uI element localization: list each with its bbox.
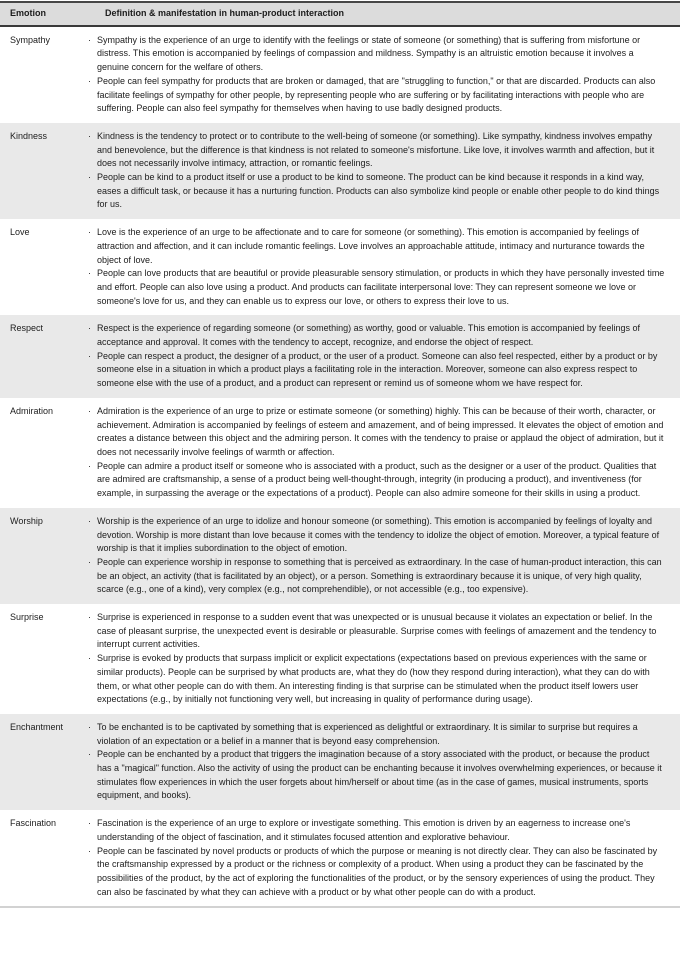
definition-cell: [88, 810, 680, 906]
bullet-text: Surprise is experienced in response to a sudden event that was unexpected or is unusual because it violates an expectation or belief. In the case of pleasant surprise, the unexpected event is desirable or pleasurable. Surprise comes with feelings of amazement and the tendency to interrupt current activities.: [97, 612, 657, 650]
bullet-icon: ·: [88, 818, 91, 829]
bullet-item: [88, 515, 666, 556]
bullet-text: People can respect a product, the designer of a product, or the user of a product. Someone can also feel respected, either by a product or by someone else in a situation in which a product plays a facilitating role in the interaction. Moreover, someone can also express respect to someone else with the use of a product, and a product can represent or remind us of someone whom we have respect for.: [97, 350, 658, 389]
bullet-icon: ·: [88, 227, 91, 238]
definition-cell: [88, 219, 680, 315]
bullet-text: Fascination is the experience of an urge to explore or investigate something. This emotion is driven by an eagerness to increase one's understanding of the object of fascination, and it stimulates focused attention and explorative behaviour.: [97, 818, 631, 842]
bullet-text: People can admire a product itself or someone who is associated with a product, such as the designer or a user of the product. Qualities that are admired are craftsmanship, a sense of a product being well-thought-through, integrity (in producing a product), and inventiveness (for example, in surpassing the average or the expectations of a product). People can also admire someone for their skills in using a product.: [97, 460, 657, 499]
table-row-sympathy: [0, 27, 680, 123]
bullet-item: [88, 267, 666, 308]
bullet-icon: ·: [88, 130, 91, 141]
definition-cell: [88, 27, 680, 123]
table-row-respect: [0, 315, 680, 398]
bullet-text: Respect is the experience of regarding someone (or something) as worthy, good or valuable. This emotion is accompanied by feelings of acceptance and approval. It comes with the tendency to accept, recognize, and endorse the object of respect.: [97, 323, 640, 348]
bullet-item: [88, 845, 666, 900]
bullet-text: Worship is the experience of an urge to idolize and honour someone (or something). This emotion is accompanied by feelings of loyalty and devotion. Worship is more distant than love because it comes with the tendency to idolize the object of emotion. Moreover, a typical feature of worship is that it implies subordination to the object of emotion.: [97, 515, 660, 554]
bullet-text: To be enchanted is to be captivated by something that is experienced as delightful or extraordinary. It is similar to surprise but requires a violation of an expectation or a belief in a manner that is beyond easy comprehension.: [97, 721, 638, 746]
definition-cell: [88, 398, 680, 508]
table-row-enchantment: [0, 714, 680, 810]
emotion-definition-table: [0, 1, 680, 912]
bullet-item: [88, 556, 666, 597]
bullet-icon: ·: [88, 556, 91, 567]
table-row-worship: [0, 508, 680, 604]
table-row-admiration: [0, 398, 680, 508]
bullet-item: [88, 405, 666, 460]
bullet-icon: ·: [88, 845, 91, 856]
table-row-surprise: [0, 604, 680, 714]
emotion-label: Kindness: [10, 130, 48, 141]
table-bottom-border: [0, 906, 680, 912]
definition-cell: [88, 123, 680, 219]
bullet-item: [88, 34, 666, 75]
header-emotion: Emotion: [10, 8, 46, 18]
bullet-item: [88, 460, 666, 501]
definition-cell: [88, 508, 680, 604]
emotion-label: Sympathy: [10, 34, 51, 45]
table-row-fascination: [0, 810, 680, 906]
bullet-item: [88, 721, 666, 748]
bullet-text: Love is the experience of an urge to be affectionate and to care for someone (or something). This emotion is accompanied by feelings of attraction and affection, and it can include romantic feelings. Love involves an approachable attitude, intimacy and nurturance towards the object of love.: [97, 227, 645, 265]
bullet-icon: ·: [88, 460, 91, 471]
emotion-label: Worship: [10, 515, 43, 526]
bullet-item: [88, 171, 666, 212]
bullet-item: [88, 322, 666, 349]
table-row-love: [0, 219, 680, 315]
bullet-item: [88, 226, 666, 267]
emotion-label: Love: [10, 227, 30, 238]
emotion-label: Respect: [10, 323, 44, 334]
bullet-icon: ·: [88, 34, 91, 45]
definition-cell: [88, 714, 680, 810]
bullet-text: People can be kind to a product itself or use a product to be kind to someone. The product can be kind because it responds in a kind way, eases a difficult task, or because it has a nurturing function. Products can also symbolize kind people or enable other people to do kind things for us.: [97, 172, 660, 210]
bullet-item: [88, 75, 666, 116]
bullet-icon: ·: [88, 612, 91, 623]
bullet-icon: ·: [88, 323, 91, 334]
bullet-text: Surprise is evoked by products that surpass implicit or explicit expectations (expectations based on previous experiences with the same or similar products). People can be surprised by what products are, what they do (how they respond during interaction), what they can do with them, or what other people can do with them. An interesting finding is that surprise can be stimulated when the product itself lowers user expectations (e.g., by initially not functioning very well, but increasing in quality of performance during usage).: [97, 653, 650, 705]
table-row-kindness: [0, 123, 680, 219]
bullet-item: [88, 817, 666, 844]
table-header-row: [0, 1, 680, 27]
bullet-icon: ·: [88, 172, 91, 183]
bullet-item: [88, 748, 666, 803]
emotion-label: Fascination: [10, 818, 57, 829]
bullet-icon: ·: [88, 721, 91, 732]
bullet-text: People can love products that are beautiful or provide pleasurable sensory stimulation, or products in which they have personally invested time and effort. People can also love using a product. And products can facilitate interpersonal love: They can represent someone we love or someone's love for us, and they can enable us to express our love, or others to express their love to us.: [97, 268, 665, 306]
bullet-item: [88, 130, 666, 171]
header-definition: Definition & manifestation in human-product interaction: [105, 8, 345, 18]
bullet-text: Kindness is the tendency to protect or to contribute to the well-being of someone (or something). Like sympathy, kindness involves empathy and benevolence, but the difference is that kindness is not related to someone's misfortune. Like love, it involves warmth and affection, but it does not necessarily involve intimacy, attraction, or romantic feelings.: [97, 130, 655, 169]
definition-cell: [88, 315, 680, 398]
bullet-text: People can experience worship in response to something that is perceived as extraordinary. In the case of human-product interaction, this can be an object, an activity (that is facilitated by an object), or a person. Something is extraordinary because it is unique, of very high quality, scarce (e.g., one of a kind), very complex (e.g., not comprehendible), or not accessible (e.g., too expensive).: [97, 556, 662, 595]
bullet-text: Admiration is the experience of an urge to prize or estimate someone (or something) highly. This can be because of their worth, character, or achievement. Admiration is accompanied by feelings of esteem and amazement, and of being impressed. It elevates the object of emotion and creates a distance between this object and the admiring person. It comes with the tendency to praise or applaud the object of admiration, but it does not necessarily involve feelings of warmth or affection.: [97, 405, 664, 457]
bullet-text: People can be enchanted by a product that triggers the imagination because of a story associated with the product, or because the product has a "magical" function. Also the activity of using the product can be enchanting because it involves overwhelming experiences, or because it stimulates flow experiences in which the user forgets about him/herself or about time (as in the case of games, musical instruments, sports equipment, and books).: [97, 749, 662, 801]
emotion-label: Surprise: [10, 612, 44, 623]
bullet-item: [88, 350, 666, 391]
bullet-item: [88, 611, 666, 652]
bullet-text: People can feel sympathy for products that are broken or damaged, that are "struggling to function," or that are discarded. Products can also facilitate feelings of sympathy for other people, by representing people who are suffering or by facilitating interactions with people who are suffering. People can also feel sympathy for themselves when having to use badly designed products.: [97, 75, 656, 114]
bullet-text: People can be fascinated by novel products or products of which the purpose or meaning is not directly clear. They can also be fascinated by the craftsmanship expressed by a product or the richness or complexity of a product. When using a product they can be fascinated by the possibilities of the product, by the act of exploring the functionalities of the product, or by the sensory experiences of using the product. They can also be fascinated by what they can achieve with a product or by what other people can do with a product.: [97, 845, 658, 897]
bullet-icon: ·: [88, 653, 91, 664]
definition-cell: [88, 604, 680, 714]
bullet-icon: ·: [88, 268, 91, 279]
emotion-label: Admiration: [10, 405, 54, 416]
bullet-icon: ·: [88, 405, 91, 416]
emotion-label: Enchantment: [10, 721, 64, 732]
bullet-text: Sympathy is the experience of an urge to identify with the feelings or state of someone (or something) that is suffering from misfortune or distress. This emotion is accompanied by feelings of compassion and mildness. Sympathy is an altruistic emotion because it involves a genuine concern for the welfare of others.: [97, 34, 641, 73]
bullet-item: [88, 652, 666, 707]
bullet-icon: ·: [88, 350, 91, 361]
bullet-icon: ·: [88, 75, 91, 86]
bullet-icon: ·: [88, 515, 91, 526]
bullet-icon: ·: [88, 749, 91, 760]
